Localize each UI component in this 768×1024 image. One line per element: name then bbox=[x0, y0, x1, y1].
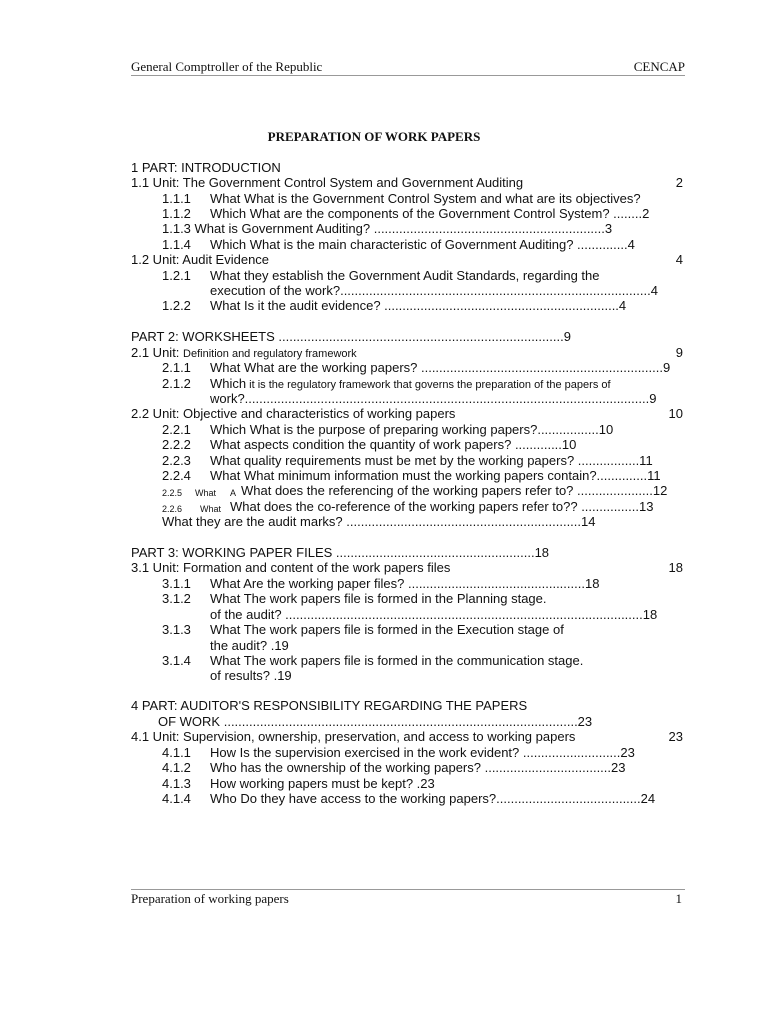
toc-item-1-1-3: 1.1.3 What is Government Auditing? ................................................................3 bbox=[162, 221, 613, 236]
toc-item-4-1-2: Who has the ownership of the working papers? ...................................23 bbox=[210, 760, 626, 775]
toc-item-1-1-2-num: 1.1.2 bbox=[162, 206, 191, 221]
toc-unit-2-1-prefix: 2.1 Unit: bbox=[131, 345, 184, 360]
header-left: General Comptroller of the Republic bbox=[131, 59, 323, 74]
toc-part-2: PART 2: WORKSHEETS ...............................................................................9 bbox=[131, 329, 571, 344]
toc-unit-4-1: 4.1 Unit: Supervision, ownership, preservation, and access to working papers bbox=[131, 729, 576, 744]
toc-item-3-1-4-line2: of results? .19 bbox=[210, 668, 292, 683]
toc-item-3-1-3-line1: What The work papers file is formed in the Execution stage of bbox=[210, 622, 564, 637]
toc-item-4-1-2-num: 4.1.2 bbox=[162, 760, 191, 775]
toc-part-3: PART 3: WORKING PAPER FILES .......................................................18 bbox=[131, 545, 550, 560]
page-header bbox=[131, 59, 685, 76]
toc-item-4-1-4: Who Do they have access to the working papers?........................................24 bbox=[210, 791, 656, 806]
toc-part-1: 1 PART: INTRODUCTION bbox=[131, 160, 281, 175]
toc-item-1-1-4: Which What is the main characteristic of Government Auditing? ..............4 bbox=[210, 237, 635, 252]
toc-item-4-1-4-num: 4.1.4 bbox=[162, 791, 191, 806]
toc-unit-2-2: 2.2 Unit: Objective and characteristics of working papers bbox=[131, 406, 456, 421]
toc-unit-2-1-title: Definition and regulatory framework bbox=[183, 348, 357, 360]
toc-item-2-2-6: What does the co-reference of the working papers refer to?? ................13 bbox=[230, 499, 654, 514]
toc-item-4-1-3-num: 4.1.3 bbox=[162, 776, 191, 791]
toc-item-3-1-1-num: 3.1.1 bbox=[162, 576, 191, 591]
toc-item-1-1-4-num: 1.1.4 bbox=[162, 237, 191, 252]
toc-unit-2-1-page: 9 bbox=[675, 345, 683, 360]
toc-item-2-2-5-tiny-letter: A bbox=[230, 488, 237, 498]
toc-item-2-1-1: What What are the working papers? ...................................................................9 bbox=[210, 360, 671, 375]
document-title: PREPARATION OF WORK PAPERS bbox=[267, 129, 481, 144]
toc-part-4-line2: OF WORK ..................................................................................................23 bbox=[158, 714, 593, 729]
toc-item-2-2-1: Which What is the purpose of preparing working papers?.................10 bbox=[210, 422, 614, 437]
toc-item-2-2-5-num: 2.2.5 bbox=[162, 488, 183, 498]
toc-item-2-2-3: What quality requirements must be met by the working papers? .................11 bbox=[210, 453, 653, 468]
toc-unit-1-2-page: 4 bbox=[675, 252, 683, 267]
toc-unit-1-2: 1.2 Unit: Audit Evidence bbox=[131, 252, 270, 267]
toc-item-2-1-1-num: 2.1.1 bbox=[162, 360, 191, 375]
toc-part-4-line1: 4 PART: AUDITOR'S RESPONSIBILITY REGARDING THE PAPERS bbox=[131, 698, 528, 713]
toc-item-2-1-2-word: Which bbox=[210, 376, 247, 391]
toc-item-1-2-1-line2: execution of the work?......................................................................................4 bbox=[210, 283, 658, 298]
toc-item-2-2-2-num: 2.2.2 bbox=[162, 437, 191, 452]
toc-unit-4-1-page: 23 bbox=[668, 729, 683, 744]
toc-unit-1-1-page: 2 bbox=[675, 175, 683, 190]
toc-item-1-1-2: Which What are the components of the Government Control System? ........2 bbox=[210, 206, 650, 221]
toc-item-2-2-5-tiny-word: What bbox=[195, 488, 217, 498]
toc-item-1-2-2: What Is it the audit evidence? .................................................................4 bbox=[210, 298, 627, 313]
toc-unit-2-2-page: 10 bbox=[668, 406, 683, 421]
toc-item-2-2-2: What aspects condition the quantity of work papers? .............10 bbox=[210, 437, 577, 452]
toc-item-3-1-3-line2: the audit? .19 bbox=[210, 638, 289, 653]
toc-item-3-1-1: What Are the working paper files? .................................................18 bbox=[210, 576, 600, 591]
toc-item-1-2-1-line1: What they establish the Government Audit Standards, regarding the bbox=[210, 268, 600, 283]
toc-item-3-1-2-num: 3.1.2 bbox=[162, 591, 191, 606]
toc-item-2-1-2-small: it is the regulatory framework that governs the preparation of the papers of bbox=[246, 379, 611, 391]
toc-item-2-1-2-num: 2.1.2 bbox=[162, 376, 191, 391]
toc-item-3-1-4-line1: What The work papers file is formed in the communication stage. bbox=[210, 653, 584, 668]
toc-item-1-2-2-num: 1.2.2 bbox=[162, 298, 191, 313]
toc-item-2-2-6-tiny-word: What bbox=[200, 504, 222, 514]
toc-item-3-1-3-num: 3.1.3 bbox=[162, 622, 191, 637]
toc-item-2-2-3-num: 2.2.3 bbox=[162, 453, 191, 468]
toc-item-2-2-4: What What minimum information must the working papers contain?..............11 bbox=[210, 468, 661, 483]
page-footer bbox=[131, 889, 685, 907]
toc-item-4-1-1: How Is the supervision exercised in the work evident? ...........................23 bbox=[210, 745, 635, 760]
header-right: CENCAP bbox=[633, 59, 685, 74]
toc-item-2-2-5: What does the referencing of the working papers refer to? .....................12 bbox=[241, 483, 668, 498]
toc-item-4-1-1-num: 4.1.1 bbox=[162, 745, 191, 760]
toc-item-2-2-1-num: 2.2.1 bbox=[162, 422, 191, 437]
toc-unit-1-1: 1.1 Unit: The Government Control System and Government Auditing bbox=[131, 175, 524, 190]
toc-item-2-2-4-num: 2.2.4 bbox=[162, 468, 191, 483]
toc-item-3-1-2-line1: What The work papers file is formed in the Planning stage. bbox=[210, 591, 547, 606]
toc-item-1-1-1: What What is the Government Control System and what are its objectives? bbox=[210, 191, 641, 206]
toc-item-1-2-1-num: 1.2.1 bbox=[162, 268, 191, 283]
toc-item-3-1-4-num: 3.1.4 bbox=[162, 653, 191, 668]
page-number: 1 bbox=[675, 891, 682, 906]
footer-left: Preparation of working papers bbox=[131, 891, 289, 906]
toc-item-2-1-2-line2: work?................................................................................................................9 bbox=[210, 391, 657, 406]
toc-item-1-1-1-num: 1.1.1 bbox=[162, 191, 191, 206]
toc-item-4-1-3: How working papers must be kept? .23 bbox=[210, 776, 435, 791]
toc-unit-3-1: 3.1 Unit: Formation and content of the work papers files bbox=[131, 560, 451, 575]
toc-item-2-2-6-num: 2.2.6 bbox=[162, 504, 183, 514]
toc-item-3-1-2-line2: of the audit? ...................................................................................................18 bbox=[210, 607, 658, 622]
toc-item-2-2-6-line2: What they are the audit marks? .................................................................14 bbox=[162, 514, 596, 529]
toc-unit-3-1-page: 18 bbox=[668, 560, 683, 575]
